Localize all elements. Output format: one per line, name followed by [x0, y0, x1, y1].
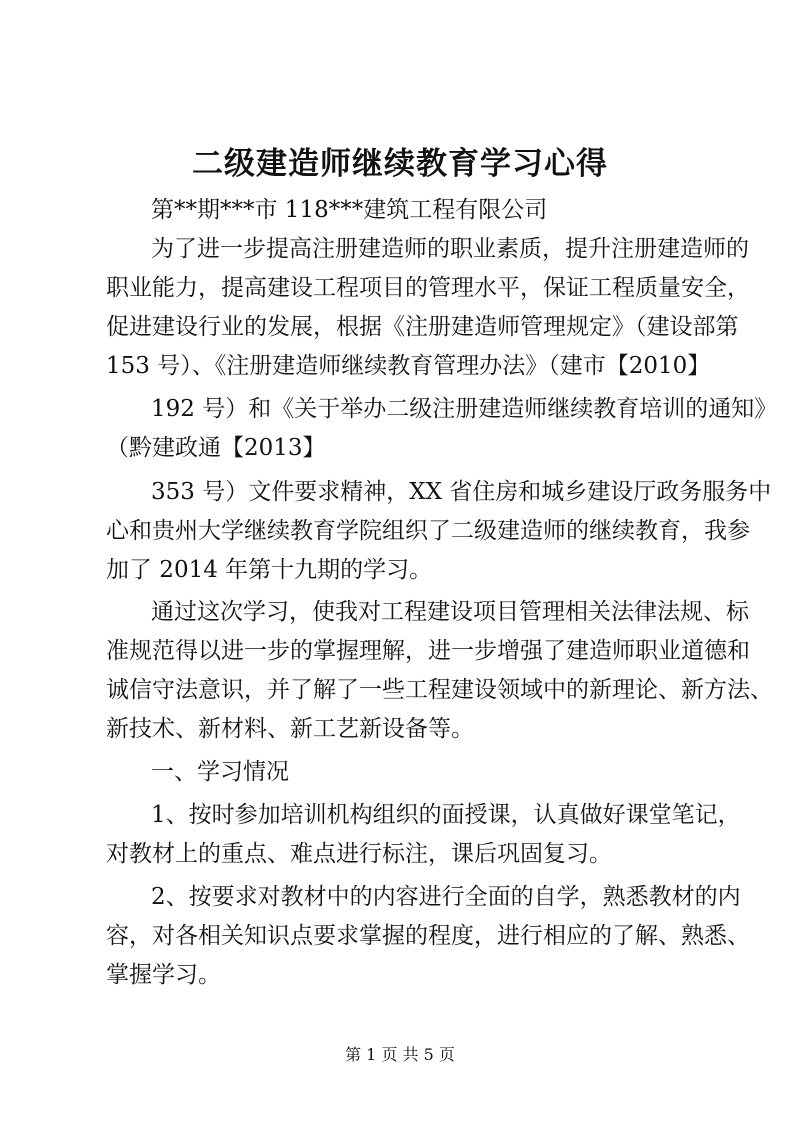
document-title: 二级建造师继续教育学习心得	[192, 146, 608, 182]
text-line: 掌握学习。	[106, 962, 221, 988]
text-line: 加了 2014 年第十九期的学习。	[106, 557, 433, 583]
text-line: 诚信守法意识，并了解了一些工程建设领域中的新理论、新方法、	[106, 677, 773, 703]
text-line: 通过这次学习，使我对工程建设项目管理相关法律法规、标	[151, 599, 749, 625]
text-line: 对教材上的重点、难点进行标注，课后巩固复习。	[106, 841, 612, 867]
page-number-footer: 第 1 页 共 5 页	[345, 1045, 455, 1064]
text-line: 2、按要求对教材中的内容进行全面的自学，熟悉教材的内	[151, 884, 741, 910]
text-line: 准规范得以进一步的掌握理解，进一步增强了建造师职业道德和	[106, 638, 750, 664]
text-line: 心和贵州大学继续教育学院组织了二级建造师的继续教育，我参	[106, 518, 750, 544]
text-line: 192 号）和《关于举办二级注册建造师继续教育培训的通知》	[151, 396, 778, 422]
text-line: 1、按时参加培训机构组织的面授课，认真做好课堂笔记，	[151, 802, 741, 828]
text-line: 353 号）文件要求精神，XX 省住房和城乡建设厅政务服务中	[151, 479, 772, 505]
text-line: 第**期***市 118***建筑工程有限公司	[151, 197, 548, 223]
text-line: 职业能力，提高建设工程项目的管理水平，保证工程质量安全，	[106, 275, 750, 301]
text-line: 新技术、新材料、新工艺新设备等。	[106, 716, 474, 742]
text-line: 153 号）、《注册建造师继续教育管理办法》（建市【2010】	[106, 353, 711, 379]
section-heading: 一、学习情况	[151, 759, 289, 785]
text-line: 促进建设行业的发展，根据《注册建造师管理规定》（建设部第	[106, 314, 739, 340]
text-line: （黔建政通【2013】	[106, 435, 326, 461]
text-line: 为了进一步提高注册建造师的职业素质，提升注册建造师的	[151, 236, 749, 262]
text-line: 容，对各相关知识点要求掌握的程度，进行相应的了解、熟悉、	[106, 923, 750, 949]
